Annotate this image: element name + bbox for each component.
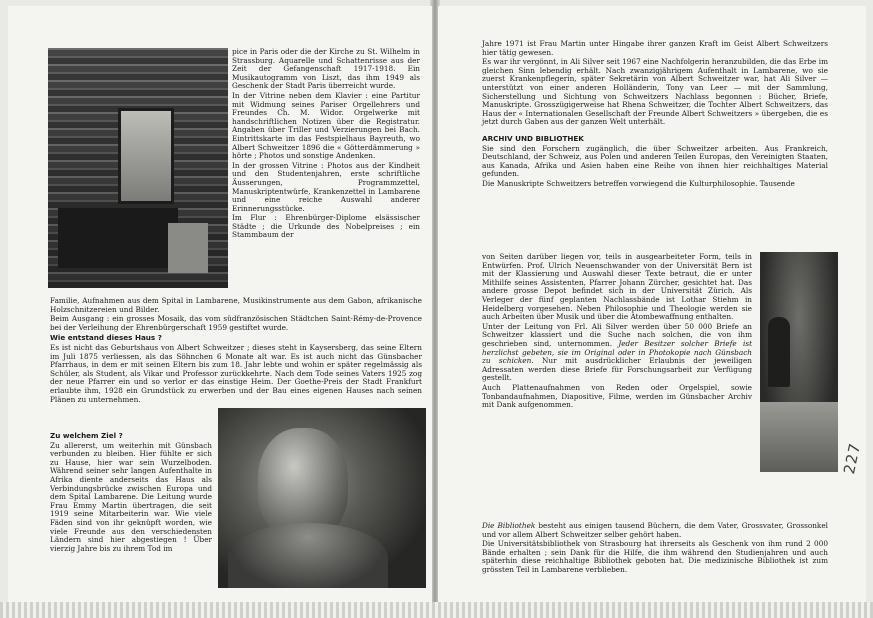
right-top-text	[482, 40, 828, 190]
photo-chair	[168, 223, 208, 273]
bust-head	[258, 428, 348, 538]
garden-figure	[768, 317, 790, 387]
left-full-width-text	[50, 297, 422, 405]
briefe-text-emphasis: Jeder Besitzer solcher Briefe ist herzlichst gebeten, sie im Original oder in Photokopie nach Günsbach zu schicken.	[482, 338, 752, 366]
paragraph-ausgang: Beim Ausgang : ein grosses Mosaik, das vom südfranzösischen Städtchen Saint-Rémy-de-Provence bei der Verleihung der Ehrenbürgerschaft 1959 gestiftet wurde.	[50, 314, 422, 332]
right-column-text	[482, 253, 752, 411]
paragraph-plattenaufnahmen: Auch Plattenaufnahmen von Reden oder Orgelspiel, sowie Tonbandaufnahmen, Diapositive, Filme, werden im Günsbacher Archiv mit Dank aufgenommen.	[482, 382, 752, 410]
handwritten-page-number: 227	[840, 441, 865, 476]
garden-path	[760, 402, 838, 472]
briefe-text-a: Unter der Leitung von Frl. Ali Silver werden über 50 000 Briefe an Schweitzer klassiert und die Suche nach solchen, die von ihm geschrieben sind, unternommen.	[482, 321, 752, 348]
paragraph-flur: Im Flur : Ehrenbürger-Diplome elsässischer Städte ; die Urkunde des Nobelpreises ; ein Stammbaum der	[232, 213, 420, 240]
photo-garden	[760, 252, 838, 472]
photo-bust-sculpture	[218, 408, 426, 588]
paragraph-bibliothek	[482, 522, 828, 539]
paragraph-paris: pice in Paris oder die der Kirche zu St. Wilhelm in Strassburg. Aquarelle und Schattenrisse aus der Zeit der Gefangenschaft 1917-1918. Ein Musikautogramm von Liszt, das ihm 1949 als Geschenk der Stadt Paris überreicht wurde.	[232, 47, 420, 91]
photo-window	[118, 108, 174, 204]
left-top-column	[232, 48, 420, 241]
left-bottom-column	[50, 430, 212, 554]
right-bottom-text	[482, 522, 828, 576]
paragraph-grosse-vitrine: In der grossen Vitrine : Photos aus der Kindheit und den Studentenjahren, erste schriftliche Äusserungen, Programmzettel, Manuskriptentwürfe, Krankenzettel in Lambarene und eine reiche Auswahl anderer Erinnerungsstücke.	[232, 160, 420, 213]
page-edge	[0, 602, 873, 618]
bibliothek-text: besteht aus einigen tausend Büchern, die dem Vater, Grossvater, Grossonkel und vor allem Albert Schweitzer selber gehört haben.	[482, 521, 828, 539]
paragraph-familie: Familie, Aufnahmen aus dem Spital in Lambarene, Musikinstrumente aus dem Gabon, afrikanische Holzschnitzereien und Bilder.	[50, 296, 422, 314]
paragraph-universitaet: Die Universitätsbibliothek von Strasbourg hat ihrerseits als Geschenk von ihm rund 2 000 Bände erhalten ; sein Dank für die Hilfe, die ihm während den Studienjahren und auch späterhin diese reichhaltige Bibliothek geboten hat. Die medizinische Bibliothek ist zum grössten Teil in Lambarene verblieben.	[482, 539, 828, 574]
paragraph-martin: Jahre 1971 ist Frau Martin unter Hingabe ihrer ganzen Kraft im Geist Albert Schweitzers hier tätig gewesen.	[482, 39, 828, 57]
paragraph-forscher: Sie sind den Forschern zugänglich, die über Schweitzer arbeiten. Aus Frankreich, Deutschland, der Schweiz, aus Polen und anderen Teilen Europas, den Vereinigten Staaten, aus Kanada, Afrika und Asien haben eine Reihe von ihnen hier reichhaltiges Material gefunden.	[482, 143, 828, 179]
paragraph-manuskripte-col: von Seiten darüber liegen vor, teils in ausgearbeiteter Form, teils in Entwürfen. Prof. Ulrich Neuenschwander von der Universität Bern ist mit der Klassierung und Auswahl dieser Texte betraut, die er unter Mithilfe seines Assistenten, Pfarrer Johann Zürcher, gesichtet hat. Das andere grosse Depot befindet sich in der Universität Zürich. Als Verleger der fünf geplanten Nachlassbände ist Lothar Stiehm in Heidelberg vorgesehen. Neben Philosophie und Theologie werden sie auch Arbeiten über Musik und über die Atombewaffnung enthalten.	[482, 252, 752, 322]
paragraph-briefe	[482, 323, 752, 383]
paragraph-ziel: Zu allererst, um weiterhin mit Günsbach verbunden zu bleiben. Hier fühlte er sich zu Hause, hier war sein Wurzelboden. Während seiner sehr langen Aufenthalte in Afrika diente anderseits das Haus als Verbindungsbrücke zwischen Europa und dem Spital Lambarene. Die Leitung wurde Frau Emmy Martin übertragen, die seit 1919 seine Mitarbeiterin war. Wie viele Fäden sind von ihr geknüpft worden, wie viele Freunde aus den verschiedensten Ländern sind hier abgestiegen ! Über vierzig Jahre bis zu ihrem Tod im	[50, 440, 212, 553]
heading-ziel: Zu welchem Ziel ?	[50, 431, 123, 440]
photo-desk	[58, 208, 178, 268]
heading-archiv: ARCHIV UND BIBLIOTHEK	[482, 133, 584, 143]
bust-shoulder	[228, 523, 388, 588]
bibliothek-label: Die Bibliothek	[482, 521, 536, 530]
briefe-text-b: Nur mit ausdrücklicher Erlaubnis der jeweiligen Adressaten werden diese Briefe für Forschungsarbeit zur Verfügung gestellt.	[482, 356, 752, 383]
photo-study-room	[48, 48, 228, 288]
paragraph-manuskripte: Die Manuskripte Schweitzers betreffen vorwiegend die Kulturphilosophie. Tausende	[482, 178, 795, 188]
heading-haus: Wie entstand dieses Haus ?	[50, 333, 162, 343]
paragraph-vitrine-klavier: In der Vitrine neben dem Klavier : eine Partitur mit Widmung seines Pariser Orgellehrers und Freundes Ch. M. Widor. Orgelwerke mit handschriftlichen Notizen über die Registratur. Angaben über Triller und Verzierungen bei Bach. Eintrittskarte im das Festspielhaus Bayreuth, wo Albert Schweitzer 1896 die « Götterdämmerung » hörte ; Photos und sonstige Andenken.	[232, 90, 420, 161]
paragraph-haus: Es ist nicht das Geburtshaus von Albert Schweitzer ; dieses steht in Kaysersberg, das seine Eltern im Juli 1875 verliessen, als das Söhnchen 6 Monate alt war. Es ist auch nicht das Günsbacher Pfarrhaus, in dem er mit seinen Eltern bis zum 18. Jahr lebte und wohin er später regelmässig als Schüler, als Student, als Vikar und Professor zurückkehrte. Nach dem Tode seines Vaters 1925 zog der neue Pfarrer ein und so verlor er das einstige Heim. Der Goethe-Preis der Stadt Frankfurt erlaubte ihm, 1928 ein Grundstück zu erwerben und der Bau eines eigenen Hauses nach seinen Plänen zu unternehmen.	[50, 342, 422, 404]
paragraph-silver: Es war ihr vergönnt, in Ali Silver seit 1967 eine Nachfolgerin heranzubilden, die das Erbe im gleichen Sinn lebendig erhält. Nach zwanzigjährigem Aufenthalt in Lambarene, wo sie zuerst Krankenpflegerin, später Sekretärin von Albert Schweitzer war, hat Ali Silver — unterstützt von einer anderen Holländerin, Tony van Leer — mit der Sammlung, Sicherstellung und Sichtung von Schweitzers Nachlass begonnen : Bücher, Briefe, Manuskripte. Grosszügigerweise hat Rhena Schweitzer, die Tochter Albert Schweitzers, das Haus der « Internationalen Gesellschaft der Freunde Albert Schweitzers » übergeben, die es jetzt durch Gaben aus der ganzen Welt unterhält.	[482, 57, 828, 127]
